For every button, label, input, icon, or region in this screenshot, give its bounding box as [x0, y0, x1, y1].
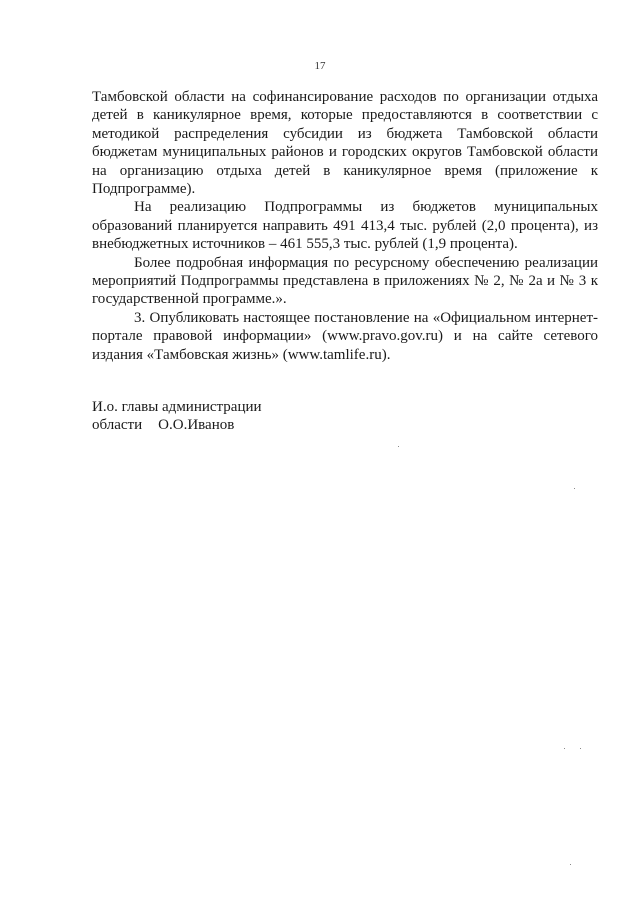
paragraph-subsidy: Тамбовской области на софинансирование расходов по организации отдыха детей в каникулярное время, которые предоставляются в соответствии с методикой распределения субсидии из бюджета Тамбовской области бюджетам муниципальных районов и городских округов Тамбовской области на организацию отдыха детей в каникулярное время (приложение к Подпрограмме).: [92, 89, 598, 198]
document-body: [92, 88, 598, 364]
scan-speck: [574, 488, 575, 489]
paragraph-resource-info: Более подробная информация по ресурсному обеспечению реализации мероприятий Подпрограммы представлена в приложениях № 2, № 2а и № 3 к государственной программе.».: [92, 254, 598, 308]
signature-block: [92, 398, 262, 434]
signature-region: области: [92, 417, 143, 433]
scan-speck: [570, 864, 571, 865]
page-number: 17: [314, 60, 326, 72]
paragraph-publish: 3. Опубликовать настоящее постановление на «Официальном интернет-портале правовой информации» (www.pravo.gov.ru) и на сайте сетевого издания «Тамбовская жизнь» (www.tamlife.ru).: [92, 309, 598, 363]
paragraph-municipal-funding: На реализацию Подпрограммы из бюджетов муниципальных образований планируется направить 491 413,4 тыс. рублей (2,0 процента), из внебюджетных источников – 461 555,3 тыс. рублей (1,9 процента).: [92, 199, 598, 253]
scan-speck: [564, 748, 565, 749]
signature-line: [92, 416, 262, 434]
signature-name: О.О.Иванов: [158, 417, 235, 433]
scan-speck: [580, 748, 581, 749]
scan-speck: [398, 446, 399, 447]
signature-title: И.о. главы администрации: [92, 399, 262, 415]
